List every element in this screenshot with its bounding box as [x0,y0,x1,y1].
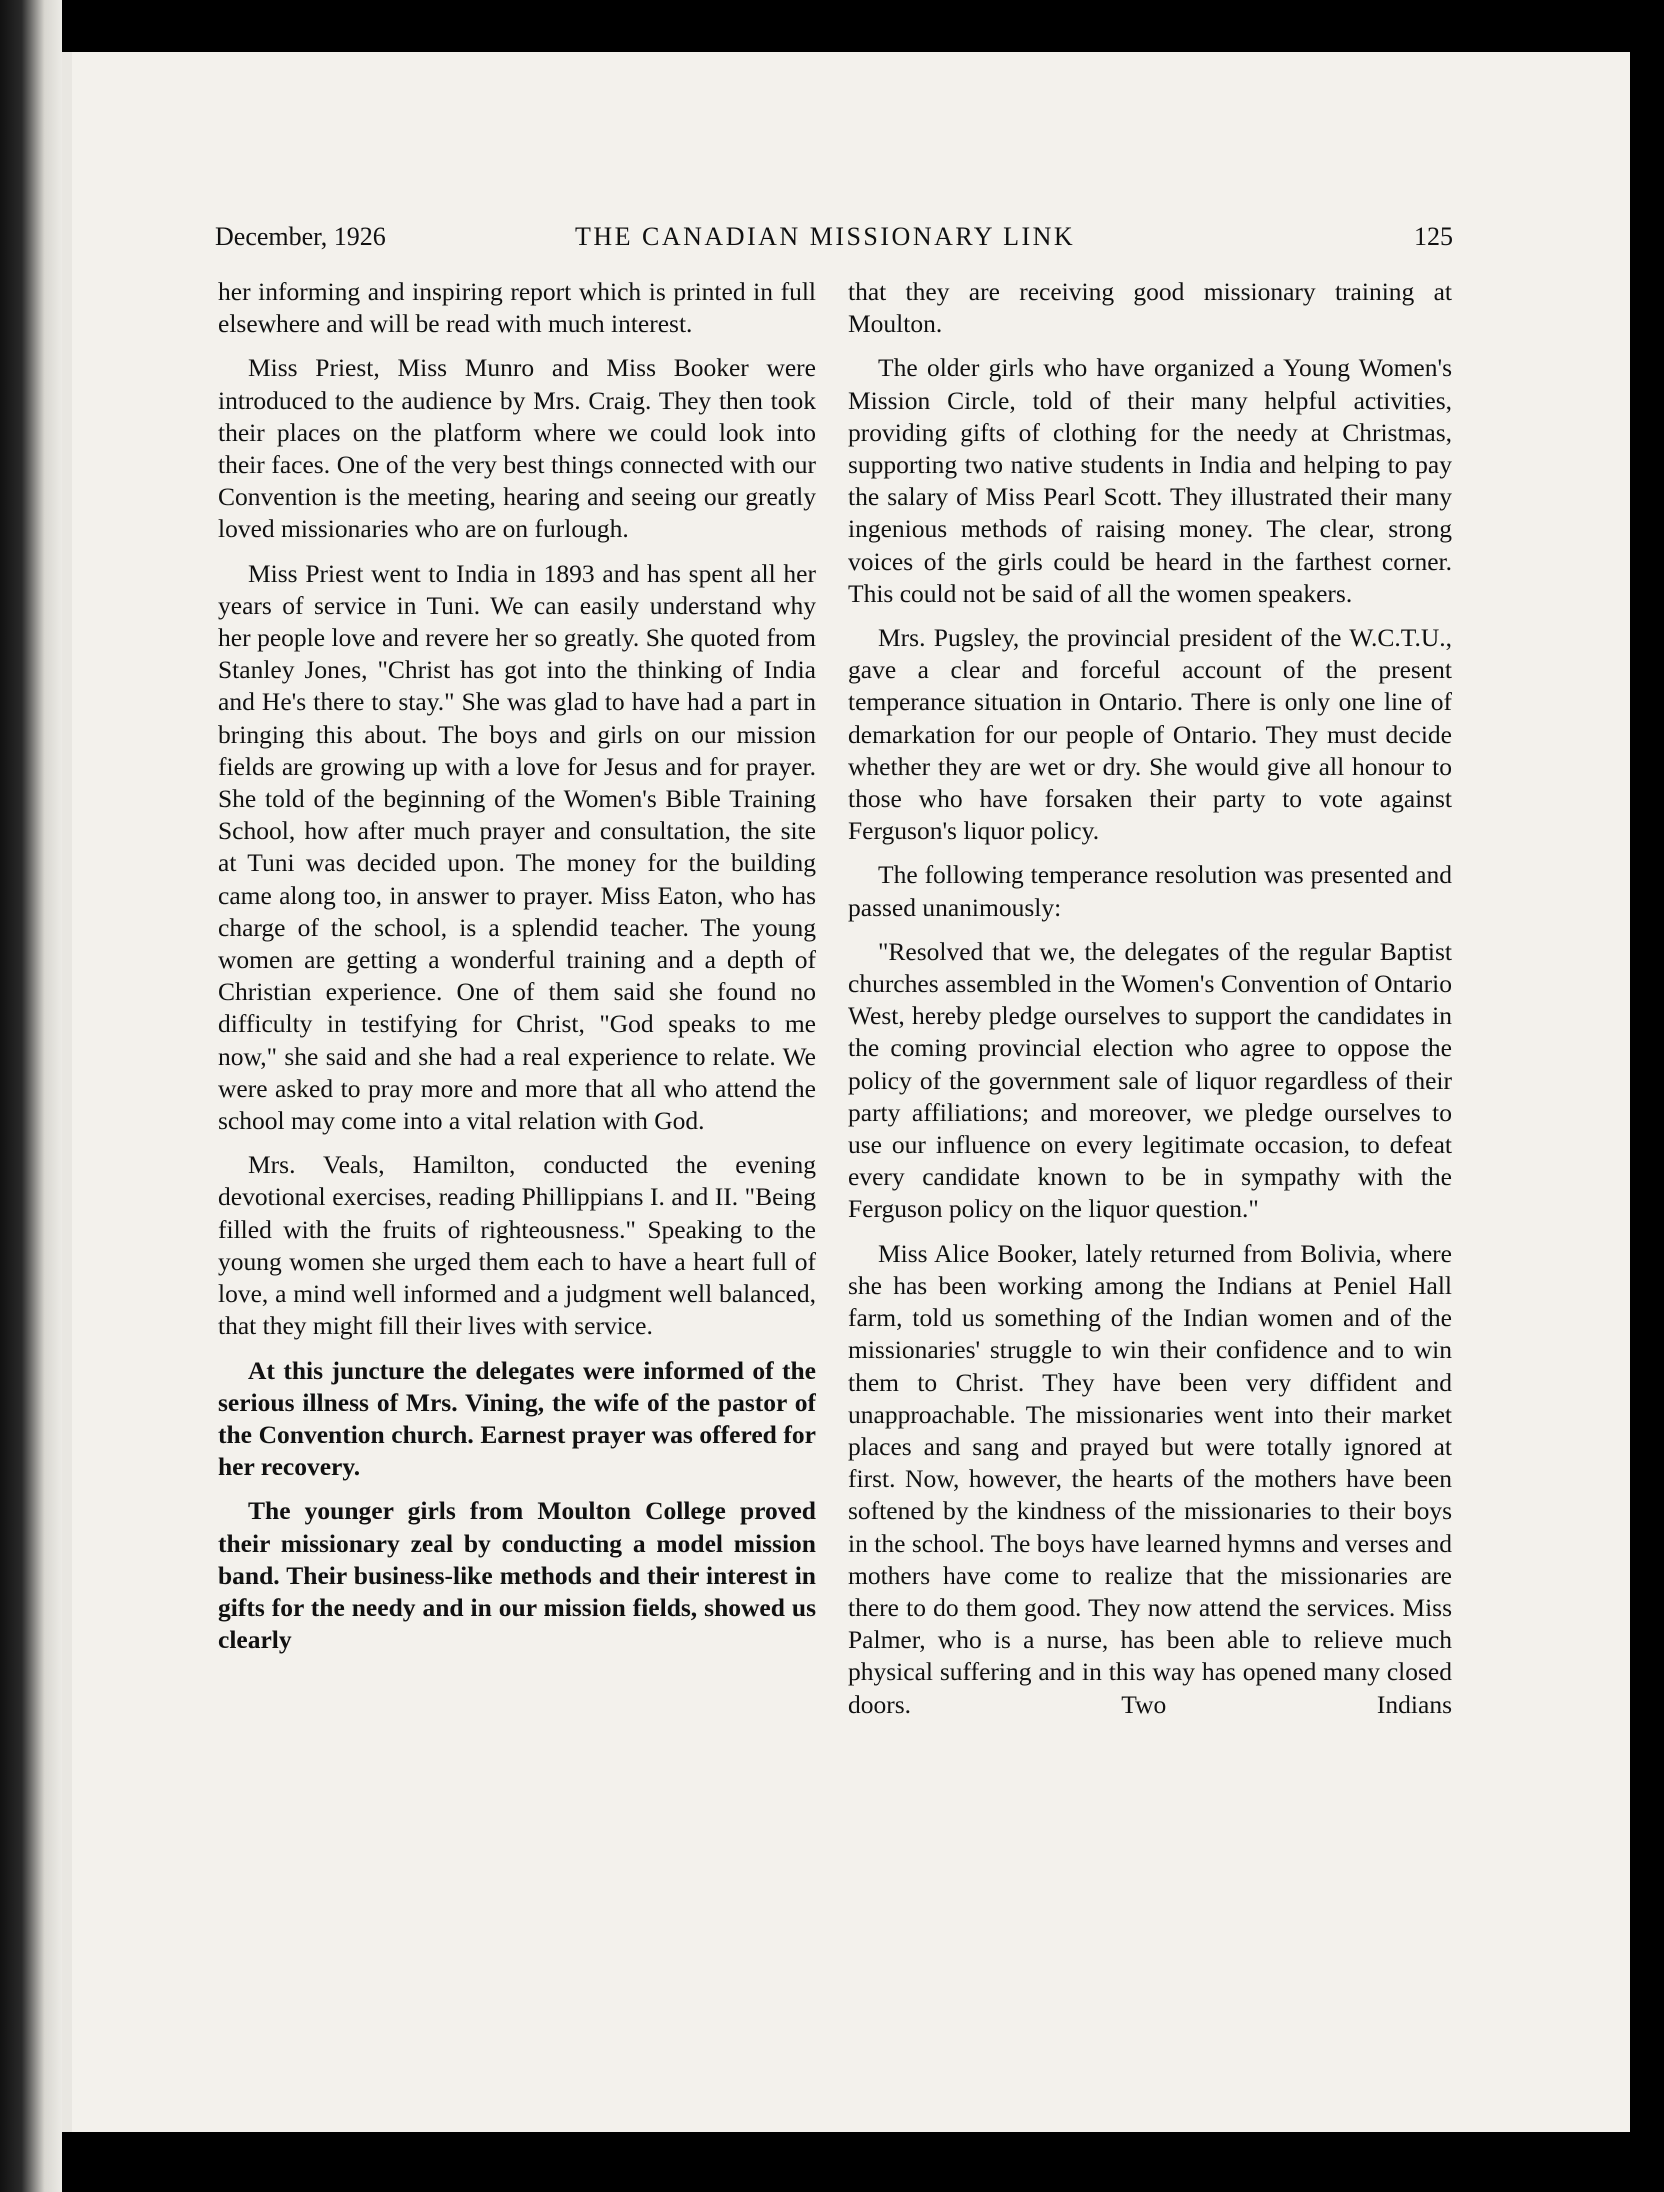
book-spine-shadow [0,0,62,2192]
paragraph: The older girls who have organized a Young Women's Mission Circle, told of their many helpful activities, providing gifts of clothing for the needy at Christmas, supporting two native students in India and helping to pay the salary of Miss Pearl Scott. They illustrated their many ingenious methods of raising money. The clear, strong voices of the girls could be heard in the farthest corner. This could not be said of all the women speakers. [848,353,1452,608]
paragraph: Miss Alice Booker, lately returned from Bolivia, where she has been working among the Indians at Peniel Hall farm, told us something of the Indian women and of the missionaries' struggle to win their confidence and to win them to Christ. They have been very diffident and unapproachable. The missionaries went into their market places and sang and prayed but were totally ignored at first. Now, however, the hearts of the mothers have been softened by the kindness of the missionaries to their boys in the school. The boys have learned hymns and verses and mothers have come to realize that the missionaries are there to do them good. They now attend the services. Miss Palmer, who is a nurse, has been able to relieve much physical suffering and in this way has opened many closed doors. Two Indians [848,1238,1452,1719]
paragraph: Mrs. Pugsley, the provincial president of the W.C.T.U., gave a clear and forceful account of the present temperance situation in Ontario. There is only one line of demarkation for our people of Ontario. They must decide whether they are wet or dry. She would give all honour to those who have forsaken their party to vote against Ferguson's liquor policy. [848,623,1452,846]
right-column [848,276,1452,1976]
paragraph: Miss Priest, Miss Munro and Miss Booker were introduced to the audience by Mrs. Craig. They then took their places on the platform where we could look into their faces. One of the very best things connected with our Convention is the meeting, hearing and seeing our greatly loved missionaries who are on furlough. [218,353,816,544]
paragraph: The following temperance resolution was presented and passed unanimously: [848,860,1452,922]
paragraph: her informing and inspiring report which is printed in full elsewhere and will be read with much interest. [218,277,816,339]
paragraph: The younger girls from Moulton College proved their missionary zeal by conducting a model mission band. Their business-like methods and their interest in gifts for the needy and in our mission fields, showed us clearly [218,1496,816,1655]
paragraph: At this juncture the delegates were informed of the serious illness of Mrs. Vining, the wife of the pastor of the Convention church. Earnest prayer was offered for her recovery. [218,1355,816,1482]
page-number: 125 [1414,222,1453,251]
paragraph: Miss Priest went to India in 1893 and has spent all her years of service in Tuni. We can easily understand why her people love and revere her so greatly. She quoted from Stanley Jones, "Christ has got into the thinking of India and He's there to stay." She was glad to have had a part in bringing this about. The boys and girls on our mission fields are growing up with a love for Jesus and for prayer. She told of the beginning of the Women's Bible Training School, how after much prayer and consultation, the site at Tuni was decided upon. The money for the building came along too, in answer to prayer. Miss Eaton, who has charge of the school, is a splendid teacher. The young women are getting a wonderful training and a depth of Christian experience. One of them said she found no difficulty in testifying for Christ, "God speaks to me now," she said and she had a real experience to relate. We were asked to pray more and more that all who attend the school may come into a vital relation with God. [218,558,816,1136]
header-title: THE CANADIAN MISSIONARY LINK [575,222,1076,251]
paragraph: that they are receiving good missionary training at Moulton. [848,277,1452,339]
resolution-paragraph: "Resolved that we, the delegates of the regular Baptist churches assembled in the Women's Convention of Ontario West, hereby pledge ourselves to support the candidates in the coming provincial election who agree to oppose the policy of the government sale of liquor regardless of their party affiliations; and moreover, we pledge ourselves to use our influence on every legitimate occasion, to defeat every candidate known to be in sympathy with the Ferguson policy on the liquor question." [848,936,1452,1224]
running-header [215,222,1453,262]
paragraph: Mrs. Veals, Hamilton, conducted the evening devotional exercises, reading Phillippians I. and II. "Being filled with the fruits of righteousness." Speaking to the young women she urged them each to have a heart full of love, a mind well informed and a judgment well balanced, that they might fill their lives with service. [218,1150,816,1341]
header-date: December, 1926 [215,222,386,251]
left-column [218,276,816,1976]
